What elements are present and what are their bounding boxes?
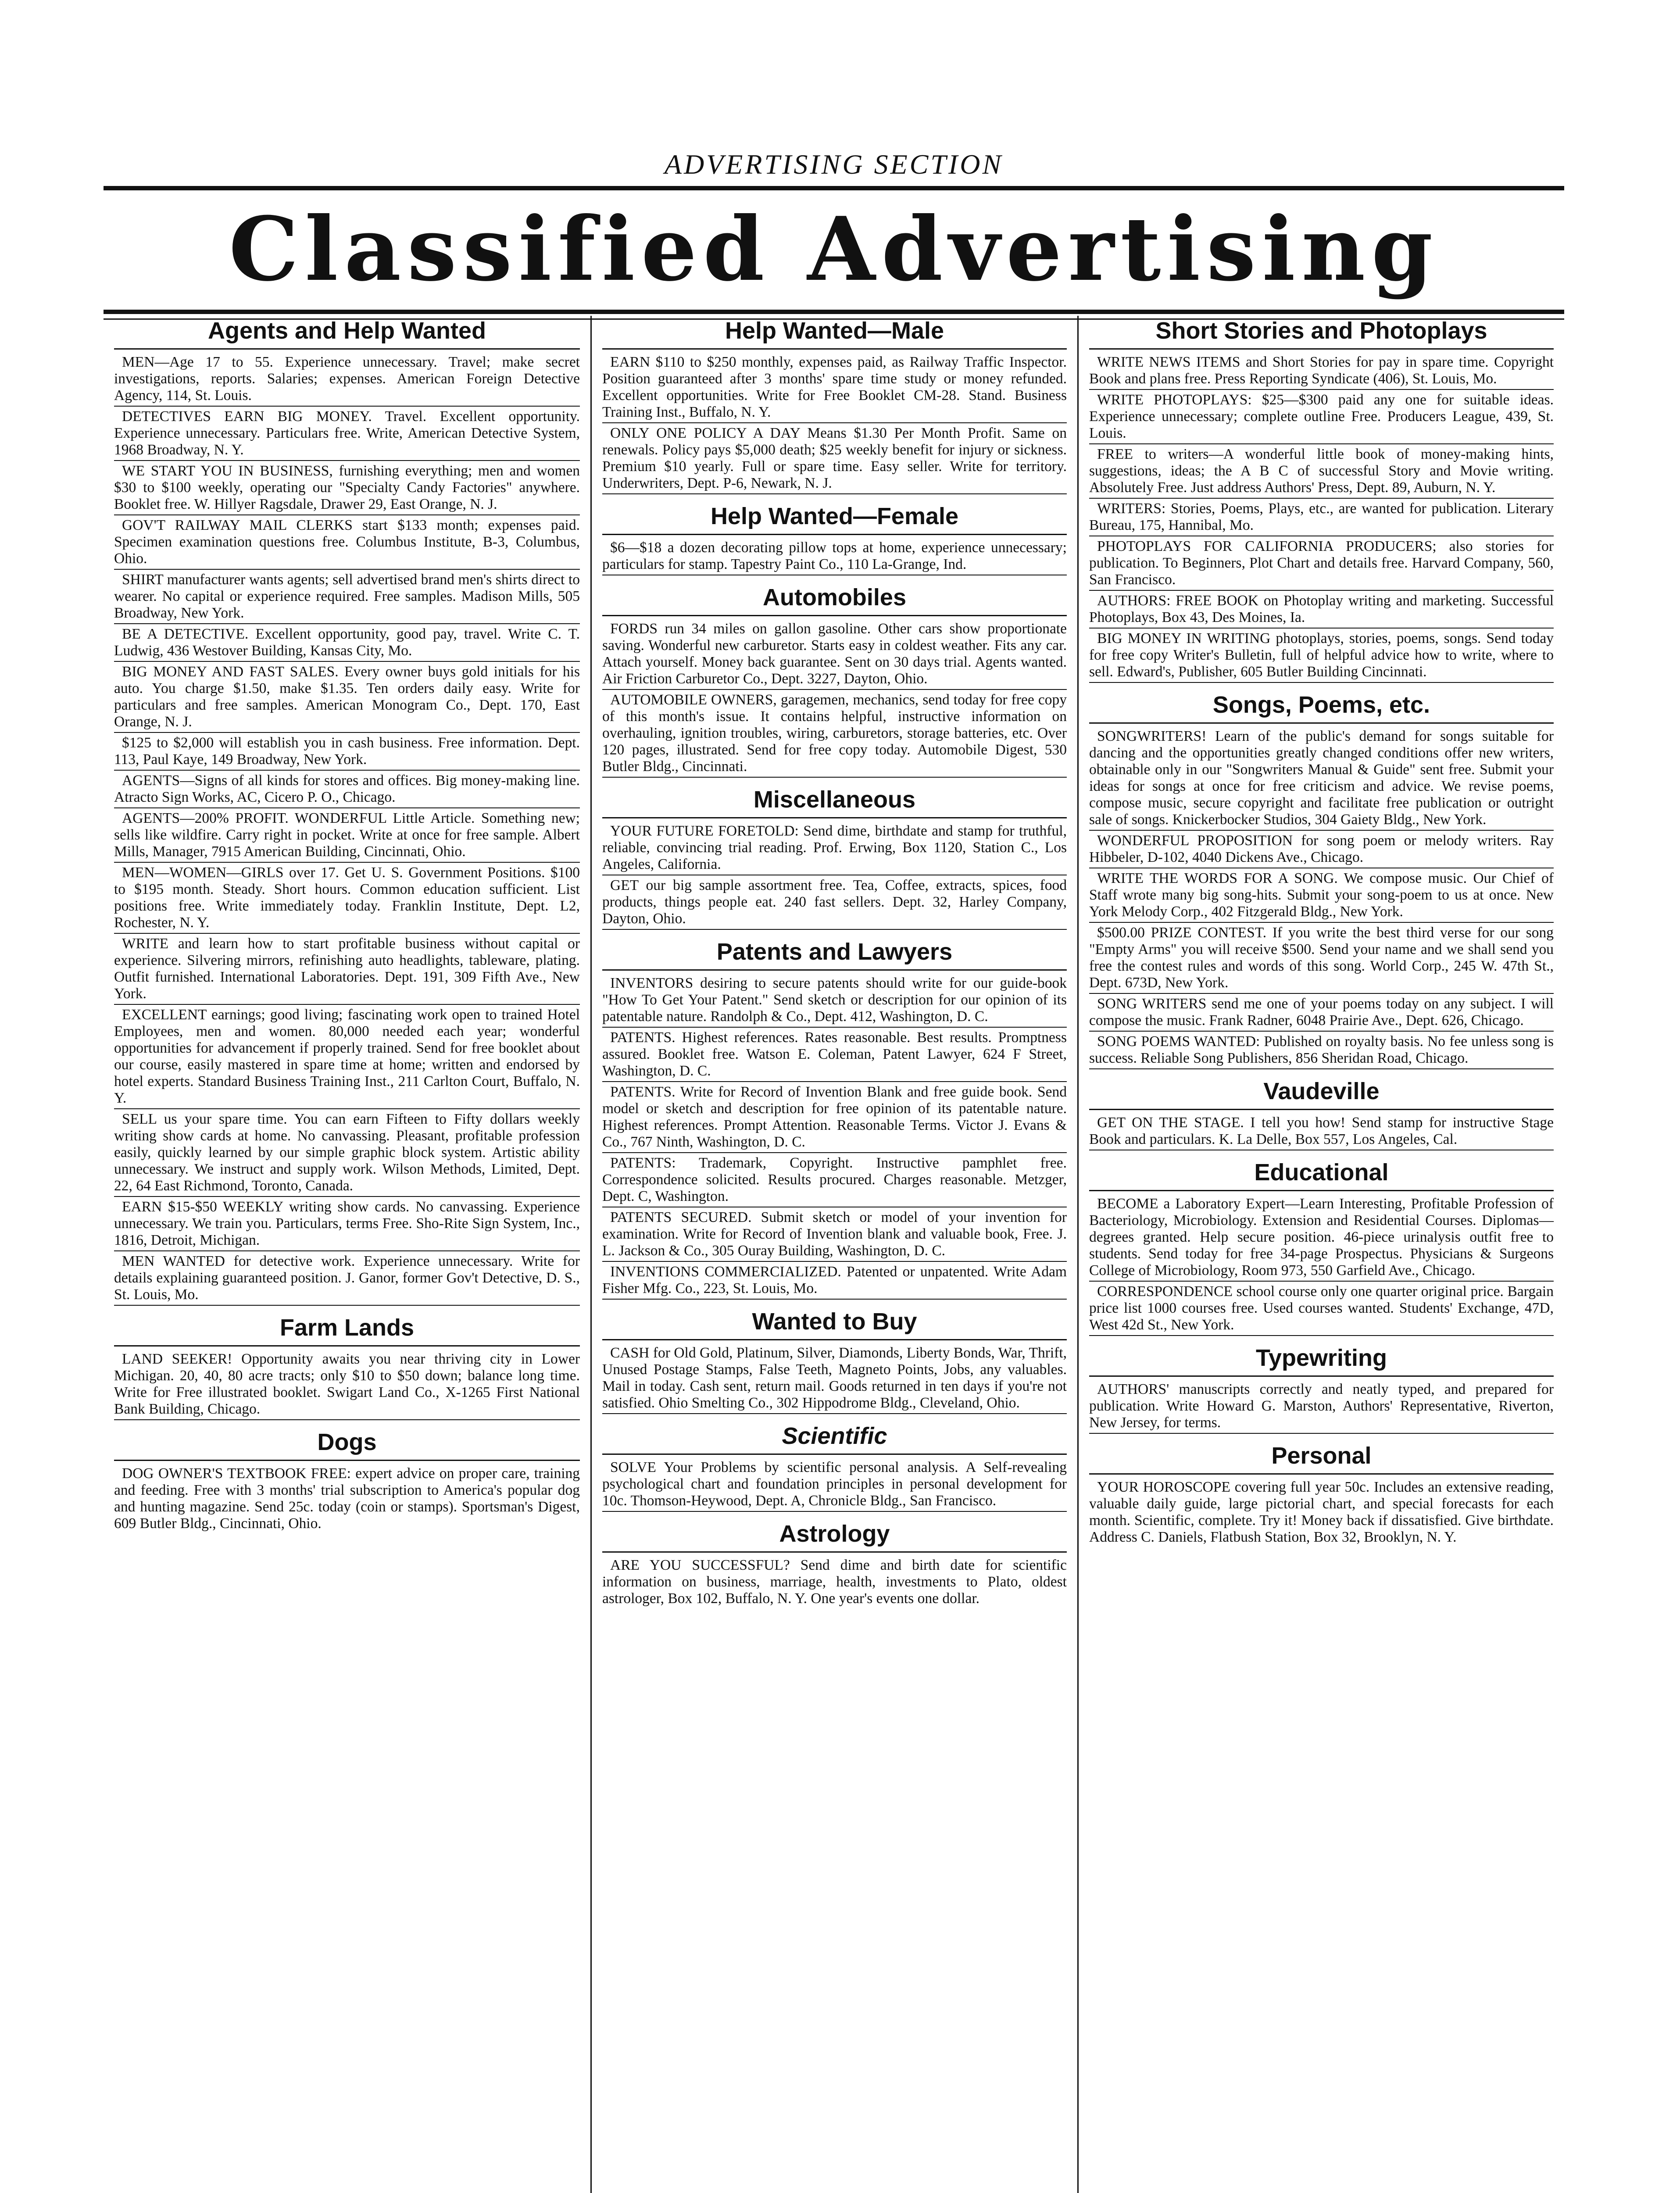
section-heading: Personal [1089, 1441, 1554, 1475]
classified-ad: SELL us your spare time. You can earn Fifteen to Fifty dollars weekly writing show cards at home. No canvassing. Pleasant, profitable profession easily, quickly learned by our simple graphic block system. Artistic ability unnecessary. We instruct and supply work. Wilson Methods, Limited, Dept. 22, 64 East Richmond, Toronto, Canada. [114, 1110, 580, 1197]
classified-ad: WRITE NEWS ITEMS and Short Stories for pay in spare time. Copyright Book and plans free. Press Reporting Syndicate (406), St. Louis, Mo. [1089, 353, 1554, 390]
classified-ad: AUTHORS' manuscripts correctly and neatly typed, and prepared for publication. Write Howard G. Marston, Authors' Representative, Riverton, New Jersey, for terms. [1089, 1380, 1554, 1434]
classified-ad: MEN—WOMEN—GIRLS over 17. Get U. S. Government Positions. $100 to $195 month. Steady. Short hours. Common education sufficient. List positions free. Write immediately today. Franklin Institute, Dept. L2, Rochester, N. Y. [114, 864, 580, 934]
classified-ad: INVENTIONS COMMERCIALIZED. Patented or unpatented. Write Adam Fisher Mfg. Co., 223, St. Louis, Mo. [602, 1263, 1067, 1300]
section-heading: Songs, Poems, etc. [1089, 690, 1554, 724]
classified-ad: WRITERS: Stories, Poems, Plays, etc., are wanted for publication. Literary Bureau, 175, Hannibal, Mo. [1089, 500, 1554, 536]
page-title: Classified Advertising [229, 198, 1439, 301]
classified-ad: WRITE and learn how to start profitable business without capital or experience. Silvering mirrors, refinishing auto headlights, tableware, plating. Outfit furnished. International Laboratories. Dept. 191, 309 Fifth Ave., New York. [114, 935, 580, 1005]
classified-ad: PATENTS SECURED. Submit sketch or model of your invention for examination. Write for Record of Invention blank and valuable book, Free. J. L. Jackson & Co., 305 Ouray Building, Washington, D. C. [602, 1208, 1067, 1262]
section-heading: Miscellaneous [602, 785, 1067, 818]
classified-ad: MEN WANTED for detective work. Experience unnecessary. Write for details explaining guaranteed position. J. Ganor, former Gov't Detective, D. S., St. Louis, Mo. [114, 1252, 580, 1306]
classified-ad: BE A DETECTIVE. Excellent opportunity, good pay, travel. Write C. T. Ludwig, 436 Westover Building, Kansas City, Mo. [114, 625, 580, 662]
section-heading: Automobiles [602, 582, 1067, 616]
classified-ad: WRITE PHOTOPLAYS: $25—$300 paid any one for suitable ideas. Experience unnecessary; complete outline Free. Producers League, 439, St. Louis. [1089, 391, 1554, 444]
classified-ad: PATENTS. Highest references. Rates reasonable. Best results. Promptness assured. Booklet free. Watson E. Coleman, Patent Lawyer, 624 F Street, Washington, D. C. [602, 1029, 1067, 1082]
column-3 [1077, 316, 1564, 2193]
classified-ad: SOLVE Your Problems by scientific personal analysis. A Self-revealing psychological chart and foundation principles in personal development for 10c. Thomson-Heywood, Dept. A, Chronicle Bldg., San Francisco. [602, 1458, 1067, 1512]
classified-ad: $500.00 PRIZE CONTEST. If you write the best third verse for our song "Empty Arms" you will receive $500. Send your name and we shall send you free the contest rules and words of this song. World Corp., 245 W. 47th St., Dept. 673D, New York. [1089, 924, 1554, 994]
section-heading: Short Stories and Photoplays [1089, 316, 1554, 350]
classified-ad: BECOME a Laboratory Expert—Learn Interesting, Profitable Profession of Bacteriology, Microbiology. Extension and Residential Courses. Diplomas—degrees granted. Help secure position. 46-piece urinalysis outfit free to students. Send today for free 34-page Prospectus. Physicians & Surgeons College of Microbiology, Room 973, 550 Garfield Ave., Chicago. [1089, 1195, 1554, 1282]
classified-ad: FORDS run 34 miles on gallon gasoline. Other cars show proportionate saving. Wonderful new carburetor. Starts easy in coldest weather. Fits any car. Attach yourself. Money back guarantee. Sent on 30 days trial. Agents wanted. Air Friction Carburetor Co., Dept. 3227, Dayton, Ohio. [602, 620, 1067, 690]
classified-ad: AGENTS—200% PROFIT. WONDERFUL Little Article. Something new; sells like wildfire. Carry right in pocket. Write at once for free sample. Albert Mills, Manager, 7915 American Building, Cincinnati, Ohio. [114, 809, 580, 863]
classified-ad: AUTHORS: FREE BOOK on Photoplay writing and marketing. Successful Photoplays, Box 43, Des Moines, Ia. [1089, 592, 1554, 629]
section-heading: Wanted to Buy [602, 1307, 1067, 1340]
column-2 [590, 316, 1077, 2193]
classified-ad: WONDERFUL PROPOSITION for song poem or melody writers. Ray Hibbeler, D-102, 4040 Dickens Ave., Chicago. [1089, 832, 1554, 868]
section-heading: Dogs [114, 1427, 580, 1461]
classified-ad: BIG MONEY IN WRITING photoplays, stories, poems, songs. Send today for free copy Writer's Bulletin, full of helpful advice how to write, where to sell. Edward's, Publisher, 605 Butler Building Cincinnati. [1089, 629, 1554, 683]
classified-ad: $125 to $2,000 will establish you in cash business. Free information. Dept. 113, Paul Kaye, 149 Broadway, New York. [114, 734, 580, 771]
classified-ad: CASH for Old Gold, Platinum, Silver, Diamonds, Liberty Bonds, War, Thrift, Unused Postage Stamps, False Teeth, Magneto Points, Jobs, any valuables. Mail in today. Cash sent, return mail. Goods returned in ten days if you're not satisfied. Ohio Smelting Co., 302 Hippodrome Bldg., Cleveland, Ohio. [602, 1344, 1067, 1414]
classified-ad: LAND SEEKER! Opportunity awaits you near thriving city in Lower Michigan. 20, 40, 80 acre tracts; only $10 to $50 down; balance long time. Write for Free illustrated booklet. Swigart Land Co., X-1265 First National Bank Building, Chicago. [114, 1350, 580, 1420]
classified-ad: ARE YOU SUCCESSFUL? Send dime and birth date for scientific information on business, marriage, health, investments to Plato, oldest astrologer, Box 102, Buffalo, N. Y. One year's events one dollar. [602, 1557, 1067, 1607]
column-1 [104, 316, 590, 2193]
section-heading: Agents and Help Wanted [114, 316, 580, 350]
section-heading: Help Wanted—Female [602, 501, 1067, 535]
magazine-page [104, 145, 1564, 2193]
section-heading: Astrology [602, 1519, 1067, 1553]
classified-ad: MEN—Age 17 to 55. Experience unnecessary. Travel; make secret investigations, reports. Salaries; expenses. American Foreign Detective Agency, 114, St. Louis. [114, 353, 580, 407]
section-heading: Educational [1089, 1157, 1554, 1191]
classified-ad: $6—$18 a dozen decorating pillow tops at home, experience unnecessary; particulars for stamp. Tapestry Paint Co., 110 La-Grange, Ind. [602, 539, 1067, 575]
classified-ad: GET our big sample assortment free. Tea, Coffee, extracts, spices, food products, things people eat. 240 fast sellers. Dept. 32, Harley Company, Dayton, Ohio. [602, 876, 1067, 930]
section-heading: Help Wanted—Male [602, 316, 1067, 350]
classified-ad: CORRESPONDENCE school course only one quarter original price. Bargain price list 1000 courses free. Used courses wanted. Students' Exchange, 47D, West 42d St., New York. [1089, 1282, 1554, 1336]
classified-ad: AGENTS—Signs of all kinds for stores and offices. Big money-making line. Atracto Sign Works, AC, Cicero P. O., Chicago. [114, 771, 580, 808]
section-heading: Typewriting [1089, 1343, 1554, 1377]
section-heading: Scientific [602, 1421, 1067, 1455]
classified-ad: FREE to writers—A wonderful little book of money-making hints, suggestions, ideas; the A B C of successful Story and Movie writing. Absolutely Free. Just address Authors' Press, Dept. 89, Auburn, N. Y. [1089, 445, 1554, 499]
section-heading: Vaudeville [1089, 1076, 1554, 1110]
classified-ad: EXCELLENT earnings; good living; fascinating work open to trained Hotel Employees, men and women. 80,000 needed each year; wonderful opportunities for advancement if properly trained. Send for free booklet about our course, easily mastered in spare time at home; written and endorsed by hotel experts. Standard Business Training Inst., 211 Carlton Court, Buffalo, N. Y. [114, 1006, 580, 1109]
classified-ad: AUTOMOBILE OWNERS, garagemen, mechanics, send today for free copy of this month's issue. It contains helpful, instructive information on overhauling, ignition troubles, wiring, carburetors, storage batteries, etc. Over 120 pages, illustrated. Send for free copy today. Automobile Digest, 530 Butler Bldg., Cincinnati. [602, 691, 1067, 778]
classified-ad: SHIRT manufacturer wants agents; sell advertised brand men's shirts direct to wearer. No capital or experience required. Free samples. Madison Mills, 505 Broadway, New York. [114, 571, 580, 624]
classified-ad: BIG MONEY AND FAST SALES. Every owner buys gold initials for his auto. You charge $1.50, make $1.35. Ten orders daily easy. Write for particulars and free samples. American Monogram Co., Dept. 170, East Orange, N. J. [114, 663, 580, 733]
section-heading: Patents and Lawyers [602, 937, 1067, 971]
classified-ad: GOV'T RAILWAY MAIL CLERKS start $133 month; expenses paid. Specimen examination questions free. Columbus Institute, B-3, Columbus, Ohio. [114, 516, 580, 570]
classified-ad: GET ON THE STAGE. I tell you how! Send stamp for instructive Stage Book and particulars. K. La Delle, Box 557, Los Angeles, Cal. [1089, 1114, 1554, 1150]
classified-ad: YOUR FUTURE FORETOLD: Send dime, birthdate and stamp for truthful, reliable, convincing trial reading. Prof. Erwing, Box 1120, Station C., Los Angeles, California. [602, 822, 1067, 875]
classified-ad: PATENTS: Trademark, Copyright. Instructive pamphlet free. Correspondence solicited. Results procured. Charges reasonable. Metzger, Dept. C, Washington. [602, 1154, 1067, 1207]
classified-columns [104, 316, 1564, 2193]
classified-ad: WE START YOU IN BUSINESS, furnishing everything; men and women $30 to $100 weekly, operating our "Specialty Candy Factories" anywhere. Booklet free. W. Hillyer Ragsdale, Drawer 29, East Orange, N. J. [114, 462, 580, 515]
classified-ad: EARN $15-$50 WEEKLY writing show cards. No canvassing. Experience unnecessary. We train you. Particulars, terms Free. Sho-Rite Sign System, Inc., 1816, Detroit, Michigan. [114, 1198, 580, 1251]
classified-ad: YOUR HOROSCOPE covering full year 50c. Includes an extensive reading, valuable daily guide, large pictorial chart, and special forecasts for each month. Scientific, complete. Try it! Money back if dissatisfied. Give birthdate. Address C. Daniels, Flatbush Station, Box 32, Brooklyn, N. Y. [1089, 1479, 1554, 1545]
classified-ad: WRITE THE WORDS FOR A SONG. We compose music. Our Chief of Staff wrote many big song-hits. Submit your song-poem to us at once. New York Melody Corp., 402 Fitzgerald Bldg., New York. [1089, 869, 1554, 923]
classified-ad: SONG WRITERS send me one of your poems today on any subject. I will compose the music. Frank Radner, 6048 Prairie Ave., Dept. 626, Chicago. [1089, 995, 1554, 1032]
classified-ad: ONLY ONE POLICY A DAY Means $1.30 Per Month Profit. Same on renewals. Policy pays $5,000 death; $25 weekly benefit for injury or sickness. Premium $10 yearly. Full or spare time. Easy seller. Write for territory. Underwriters, Dept. P-6, Newark, N. J. [602, 424, 1067, 494]
classified-ad: DETECTIVES EARN BIG MONEY. Travel. Excellent opportunity. Experience unnecessary. Particulars free. Write, American Detective System, 1968 Broadway, N. Y. [114, 407, 580, 461]
classified-ad: PATENTS. Write for Record of Invention Blank and free guide book. Send model or sketch and description for free opinion of its patentable nature. Highest references. Prompt Attention. Reasonable Terms. Victor J. Evans & Co., 767 Ninth, Washington, D. C. [602, 1083, 1067, 1153]
running-head: ADVERTISING SECTION [664, 149, 1004, 180]
classified-ad: SONG POEMS WANTED: Published on royalty basis. No fee unless song is success. Reliable Song Publishers, 856 Sheridan Road, Chicago. [1089, 1032, 1554, 1069]
classified-ad: INVENTORS desiring to secure patents should write for our guide-book "How To Get Your Patent." Send sketch or description for our opinion of its patentable nature. Randolph & Co., Dept. 412, Washington, D. C. [602, 974, 1067, 1028]
section-heading: Farm Lands [114, 1313, 580, 1347]
classified-ad: SONGWRITERS! Learn of the public's demand for songs suitable for dancing and the opportunities greatly changed conditions offer new writers, obtainable only in our "Songwriters Manual & Guide" sent free. Submit your ideas for songs at once for free criticism and advice. We revise poems, compose music, secure copyright and facilitate free publication or outright sale of songs. Knickerbocker Studios, 304 Gaiety Bldg., New York. [1089, 727, 1554, 831]
classified-ad: EARN $110 to $250 monthly, expenses paid, as Railway Traffic Inspector. Position guaranteed after 3 months' spare time study or money refunded. Excellent opportunities. Write for Free Booklet CM-28. Stand. Business Training Inst., Buffalo, N. Y. [602, 353, 1067, 423]
classified-ad: DOG OWNER'S TEXTBOOK FREE: expert advice on proper care, training and feeding. Free with 3 months' trial subscription to America's popular dog and hunting magazine. Send 25c. today (coin or stamps). Sportsman's Digest, 609 Butler Bldg., Cincinnati, Ohio. [114, 1465, 580, 1532]
classified-ad: PHOTOPLAYS FOR CALIFORNIA PRODUCERS; also stories for publication. To Beginners, Plot Chart and details free. Harvard Company, 560, San Francisco. [1089, 537, 1554, 591]
title-rule [104, 310, 1564, 314]
header-rule [104, 186, 1564, 190]
